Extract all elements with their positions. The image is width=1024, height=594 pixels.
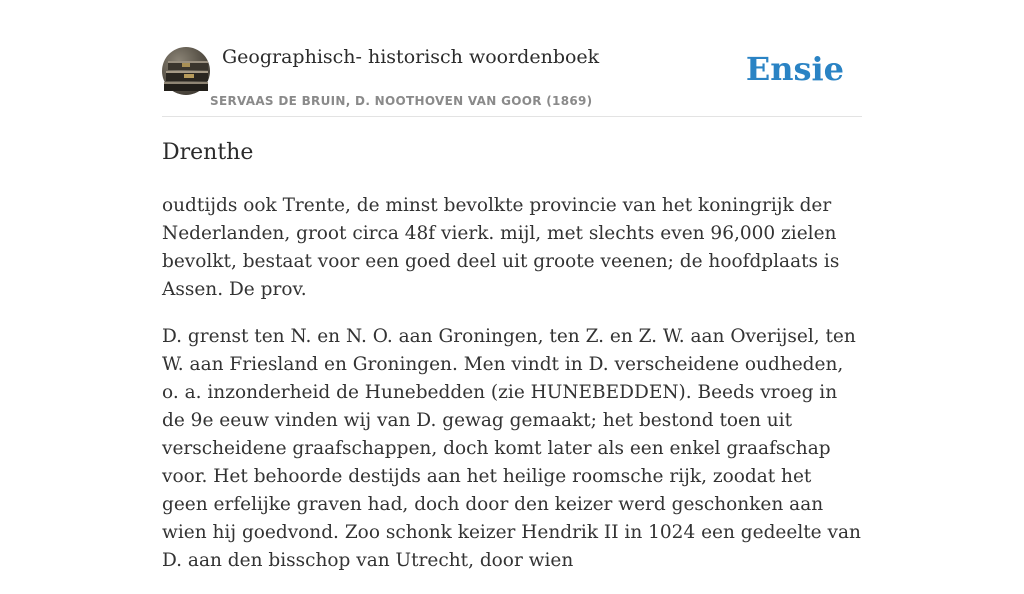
book-title[interactable]: Geographisch- historisch woordenboek — [222, 46, 600, 68]
entry-title: Drenthe — [162, 140, 254, 165]
book-cover-avatar[interactable] — [162, 47, 210, 95]
ensie-logo[interactable]: Ensie — [745, 50, 844, 88]
book-header — [162, 0, 862, 117]
book-stack-icon — [162, 47, 210, 95]
page-container — [162, 0, 862, 571]
entry-paragraph: D. grenst ten N. en N. O. aan Groningen, ten Z. en Z. W. aan Overijsel, ten W. aan Friesland en Groningen. Men vindt in D. verscheidene oudheden, o. a. inzonderheid de Hunebedden (zie HUNEBEDDEN). Beeds vroeg in de 9e eeuw vinden wij van D. gewag gemaakt; het bestond toen uit verscheidene graafschappen, doch komt later als een enkel graafschap voor. Het behoorde destijds aan het heilige roomsche rijk, zoodat het geen erfelijke graven had, doch door den keizer werd geschonken aan wien hij goedvond. Zoo schonk keizer Hendrik II in 1024 een gedeelte van D. aan den bisschop van Utrecht, door wien — [162, 326, 861, 571]
entry-paragraph: oudtijds ook Trente, de minst bevolkte provincie van het koningrijk der Nederlanden, groot circa 48f vierk. mijl, met slechts even 96,000 zielen bevolkt, bestaat voor een goed deel uit groote veenen; de hoofdplaats is Assen. De prov. — [162, 195, 840, 300]
entry-body — [162, 192, 862, 594]
book-authors-year: SERVAAS DE BRUIN, D. NOOTHOVEN VAN GOOR (1869) — [210, 94, 593, 108]
